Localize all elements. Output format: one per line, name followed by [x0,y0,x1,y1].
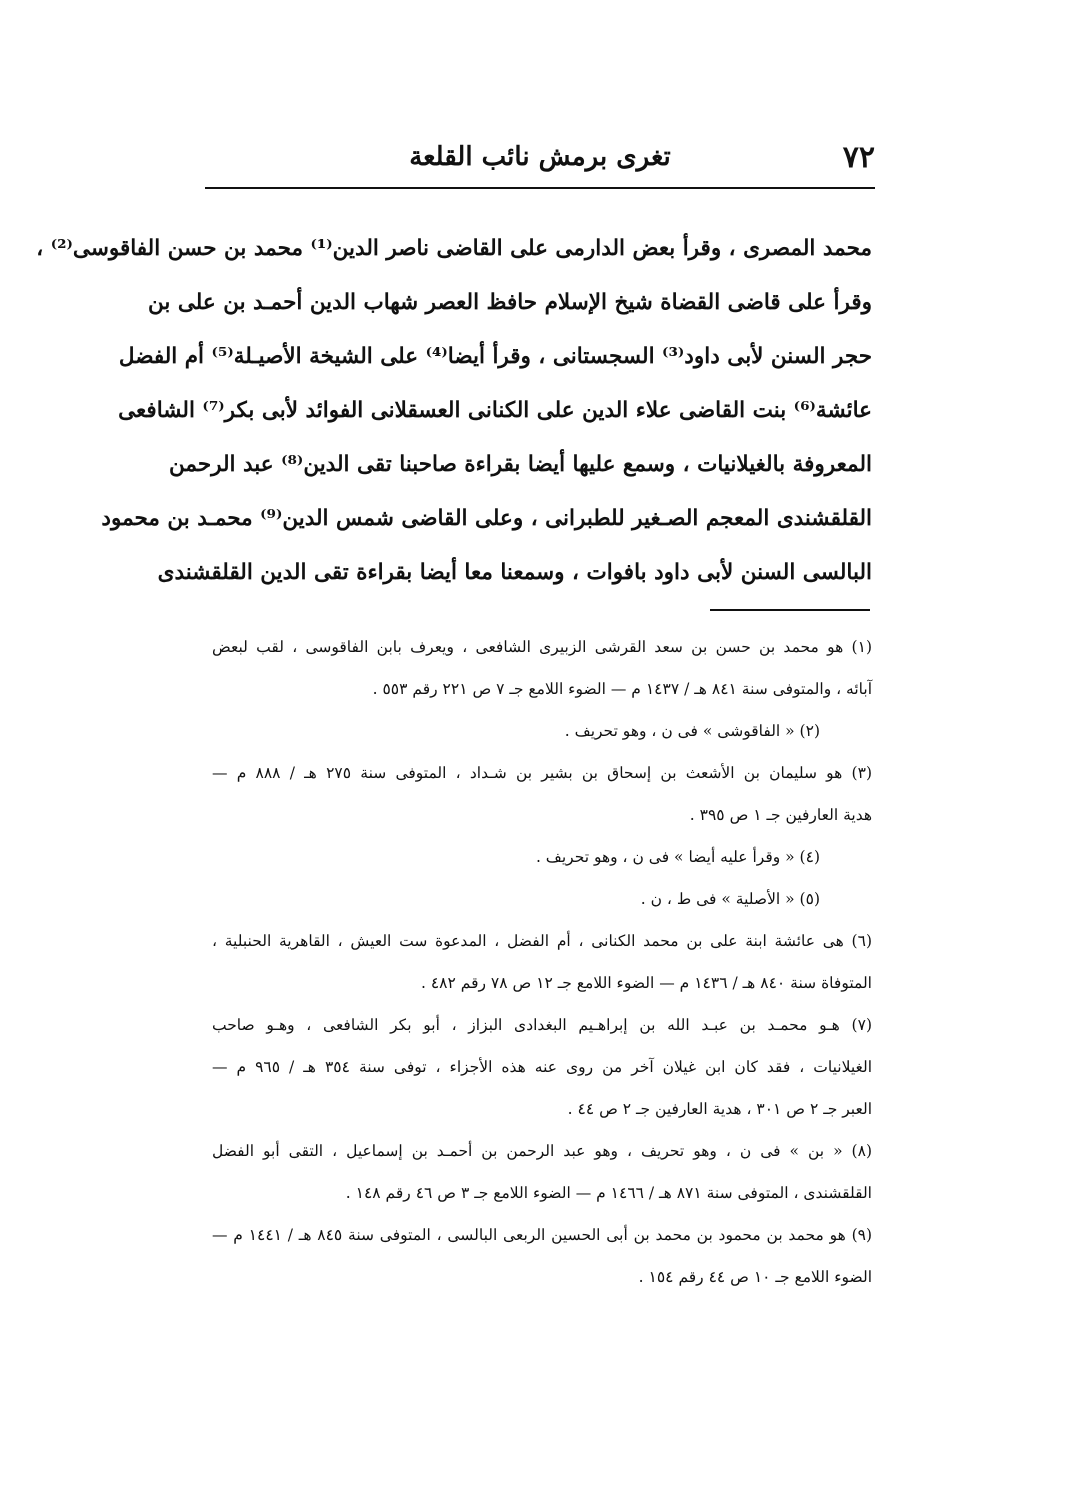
footnote-line: هدية العارفين جـ ١ ص ٣٩٥ . [689,806,872,824]
text-line: البالسى السنن لأبى داود بافوات ، وسمعنا معا أيضا بقراءة تقى الدين القلقشندى [157,560,872,585]
running-title: تغرى برمش نائب القلعة [409,142,671,172]
text-line: محمد المصرى ، وقرأ بعض الدارمى على القاضى ناصر الدين⁽¹⁾ محمد بن حسن الفاقوسى⁽²⁾ ، [36,236,872,261]
footnote-9 [212,1214,872,1298]
page-header [205,136,875,186]
text-line: وقرأ على قاضى القضاة شيخ الإسلام حافظ العصر شهاب الدين أحمـد بن على بن [148,290,872,315]
footnote-line: الضوء اللامع جـ ١٠ ص ٤٤ رقم ١٥٤ . [638,1268,872,1286]
footnote-line: (٧) هـو محمـد بن عبـد الله بن إبراهـيم البغدادى البزاز ، أبو بكر الشافعى ، وهـو صاحب [212,1016,872,1034]
footnote-4 [212,836,872,878]
footnote-3 [212,752,872,836]
footnote-line: (٢) « الفاقوشى » فى ن ، وهو تحريف . [564,722,820,740]
footnote-1 [212,626,872,710]
footnotes [212,626,872,1298]
footnote-line: (٨) « بن » فى ن ، وهو تحريف ، وهو عبد الرحمن بن أحمـد بن إسماعيل ، التقى أبو الفضل [212,1142,872,1160]
footnote-line: (٣) هو سليمان بن الأشعث بن إسحاق بن بشير بن شـداد ، المتوفى سنة ٢٧٥ هـ / ٨٨٨ م — [212,764,872,782]
footnote-line: (٦) هى عائشة ابنة على بن محمد الكنانى ، أم الفضل ، المدعوة ست العيش ، القاهرية الحنبلية ، [212,932,872,950]
footnote-7 [212,1004,872,1130]
footnote-8 [212,1130,872,1214]
footnote-line: (٥) « الأصلية » فى ط ، ن . [640,890,820,908]
page-number: ٧٢ [842,140,875,175]
footnote-line: الغيلانيات ، فقد كان ابن غيلان آخر من روى عنه هذه الأجزاء ، توفى سنة ٣٥٤ هـ / ٩٦٥ م — [212,1058,873,1076]
main-text [36,222,872,600]
footnote-line: المتوفاة سنة ٨٤٠ هـ / ١٤٣٦ م — الضوء اللامع جـ ١٢ ص ٧٨ رقم ٤٨٢ . [421,974,872,992]
footnote-6 [212,920,872,1004]
text-line: المعروفة بالغيلانيات ، وسمع عليها أيضا بقراءة صاحبنا تقى الدين⁽⁸⁾ عبد الرحمن [169,452,872,477]
footnote-line: العبر جـ ٢ ص ٣٠١ ، هدية العارفين جـ ٢ ص ٤٤ . [567,1100,872,1118]
footnote-5 [212,878,872,920]
footnote-line: (١) هو محمد بن حسن بن سعد القرشى الزبيرى الشافعى ، ويعرف بابن الفاقوسى ، لقب لبعض [212,638,872,656]
footnote-line: (٤) « وقرأ عليه أيضا » فى ن ، وهو تحريف . [535,848,820,866]
text-line: عائشة⁽⁶⁾ بنت القاضى علاء الدين على الكنانى العسقلانى الفوائد لأبى بكر⁽⁷⁾ الشافعى [118,398,872,423]
text-line: حجر السنن لأبى داود⁽³⁾ السجستانى ، وقرأ أيضا⁽⁴⁾ على الشيخة الأصيـلة⁽⁵⁾ أم الفضل [118,344,872,369]
footnote-line: آبائه ، والمتوفى سنة ٨٤١ هـ / ١٤٣٧ م — الضوء اللامع جـ ٧ ص ٢٢١ رقم ٥٥٣ . [372,680,872,698]
text-line: القلقشندى المعجم الصـغير للطبرانى ، وعلى القاضى شمس الدين⁽⁹⁾ محمـد بن محمود [101,506,872,531]
footnote-line: القلقشندى ، المتوفى سنة ٨٧١ هـ / ١٤٦٦ م — الضوء اللامع جـ ٣ ص ٤٦ رقم ١٤٨ . [345,1184,872,1202]
footnote-2 [212,710,872,752]
header-rule [205,187,875,189]
footnote-separator [710,609,870,611]
footnote-line: (٩) هو محمد بن محمود بن محمد بن أبى الحسين الربعى البالسى ، المتوفى سنة ٨٤٥ هـ / ١٤٤١ م — [212,1226,873,1244]
